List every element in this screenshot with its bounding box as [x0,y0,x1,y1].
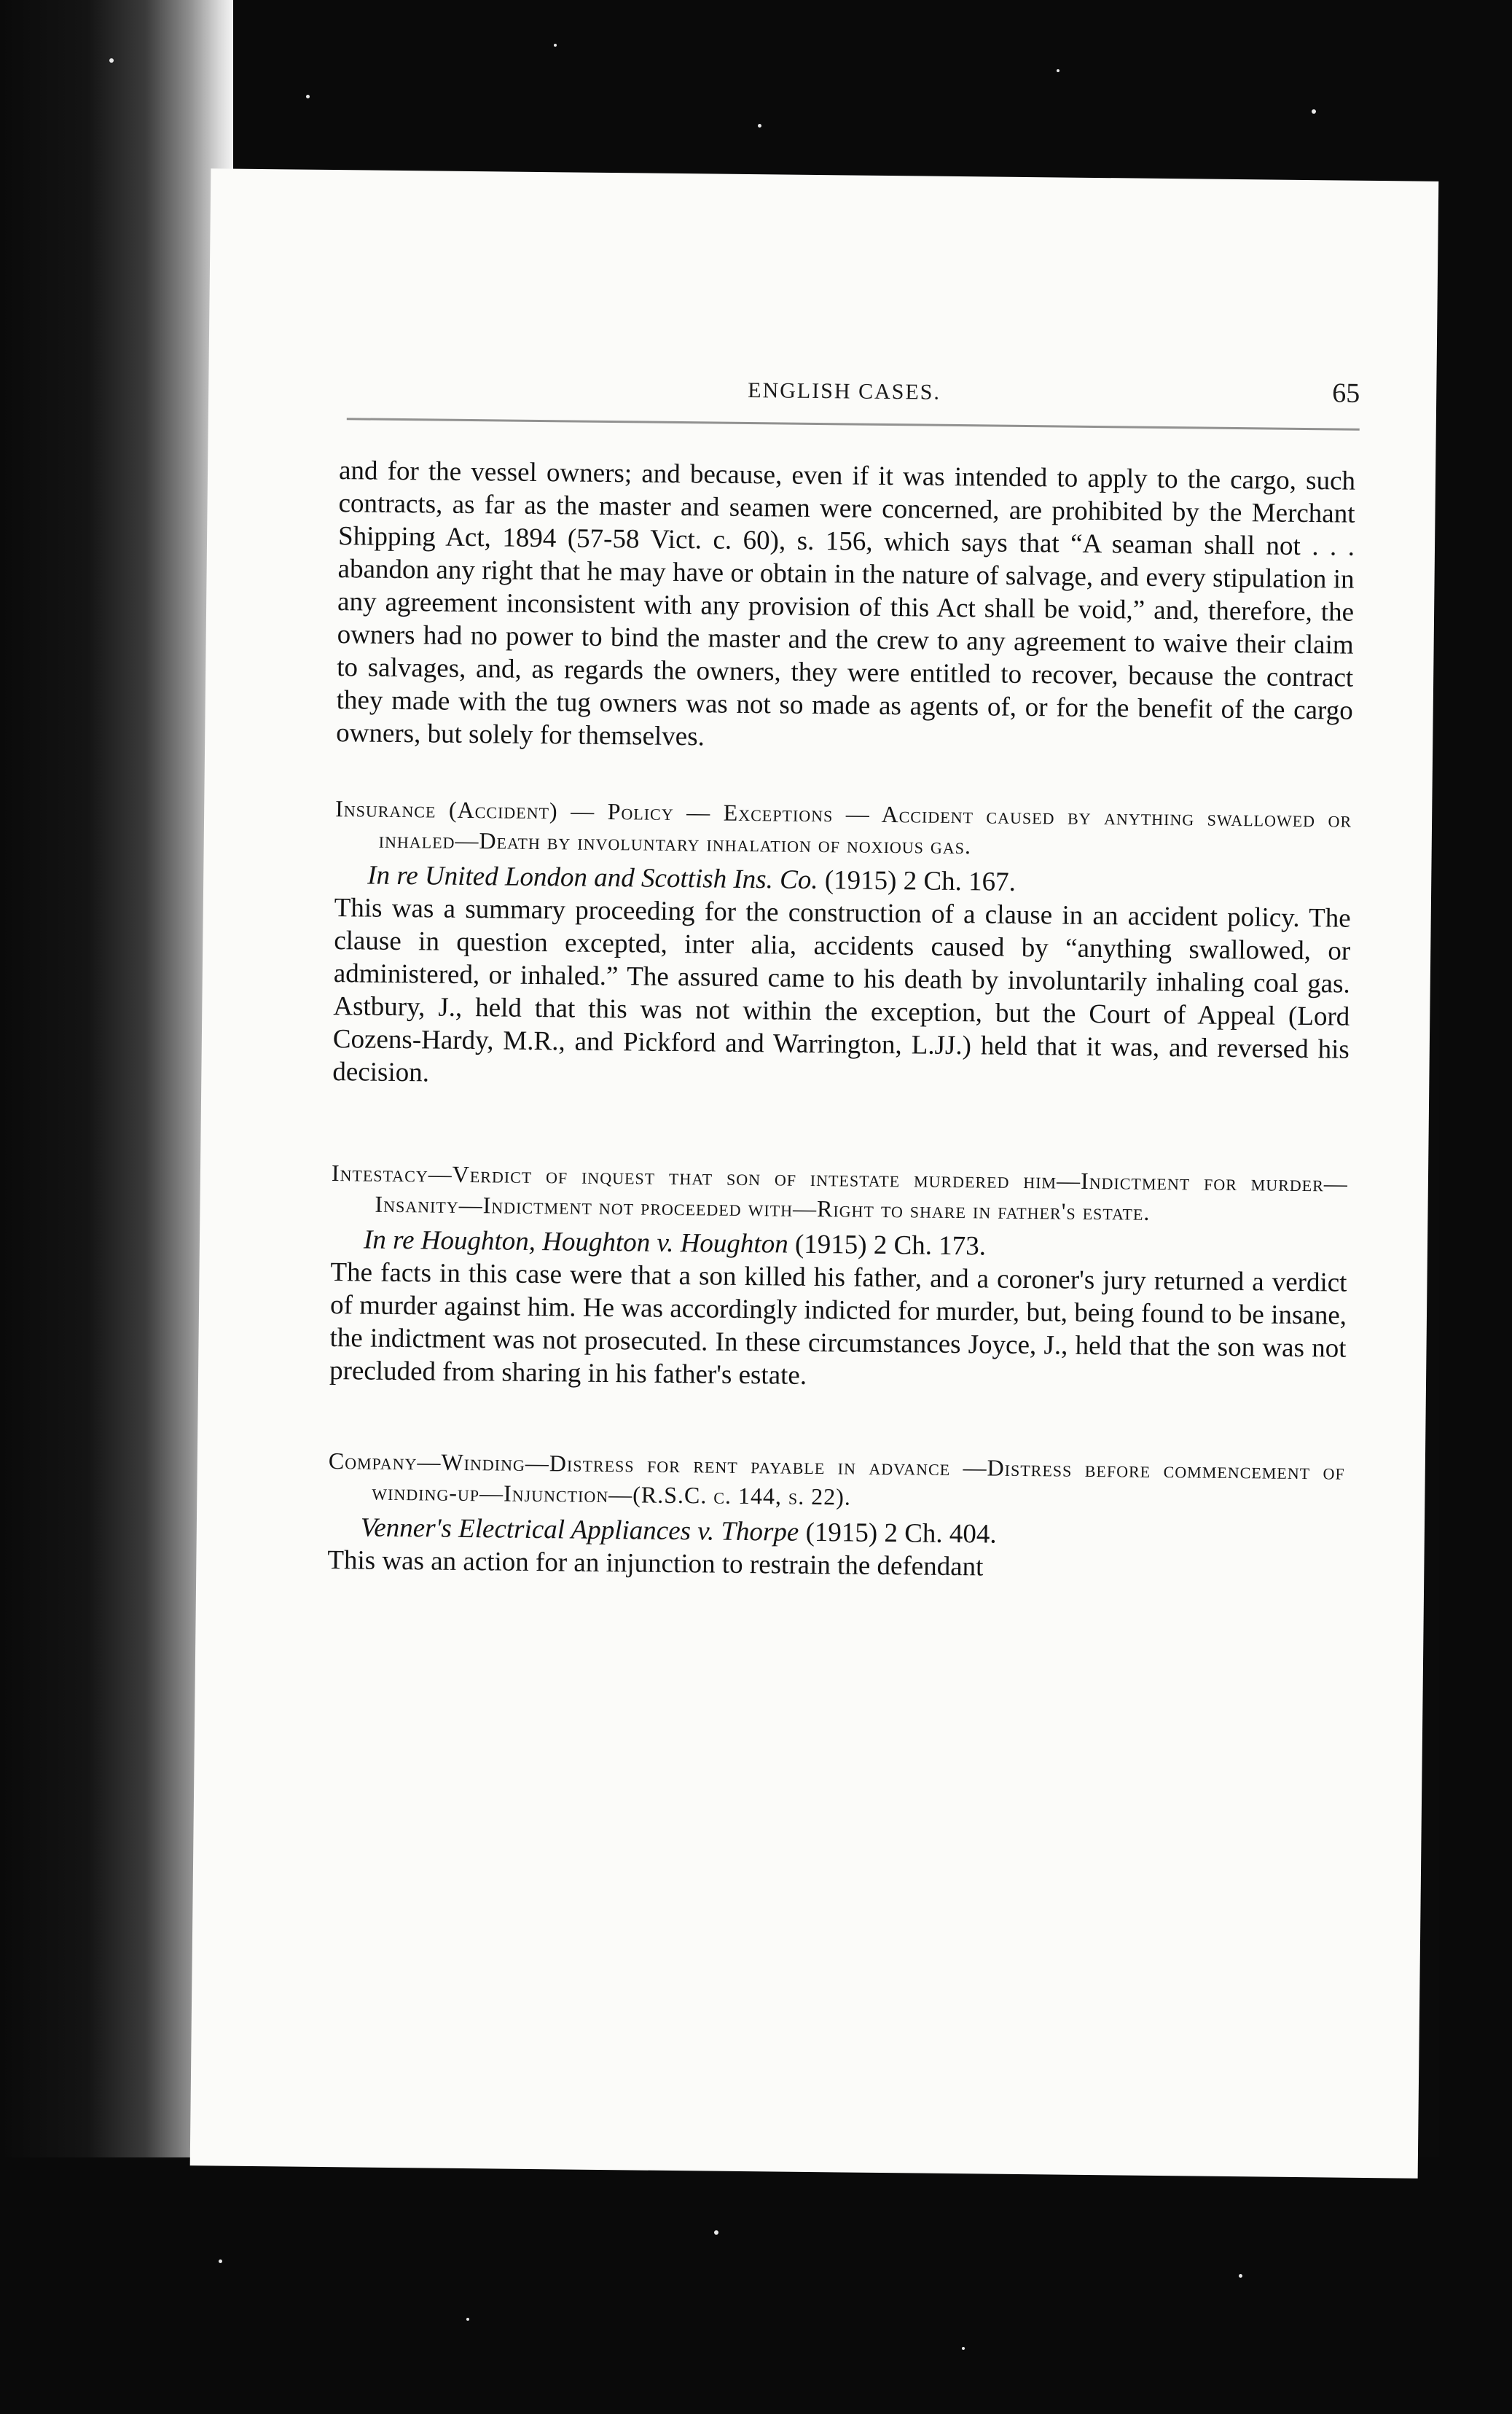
header-rule [347,418,1360,431]
section-heading: Insurance (Accident) — Policy — Exceptions — Accident caused by anything swallowed or inhaled—Death by involuntary inhalation of noxious gas. [335,795,1352,859]
case-name: Venner's Electrical Appliances v. Thorpe [360,1512,799,1547]
scan-border-bottom [0,2157,1512,2414]
scan-speck [962,2347,965,2350]
citation: (1915) 2 Ch. 167. [818,865,1017,897]
case-section [329,1157,1348,1398]
case-name: United London and Scottish Ins. Co. [424,861,818,896]
case-name: Houghton, Houghton v. Houghton [420,1225,788,1259]
scan-border-right [1439,0,1512,2414]
section-heading: Intestacy—Verdict of inquest that son of intestate murdered him—Indictment for murder—Insanity—Indictment not proceeded with—Right to share in father's estate. [331,1160,1349,1225]
scan-speck [219,2259,222,2263]
continuation-paragraph: and for the vessel owners; and because, even if it was intended to apply to the cargo, such contracts, as far as the master and seamen were concerned, are prohibited by the Merchant Shipping Act, 1894 (57-58 Vict. c. 60), s. 156, which says that “A seaman shall not . . . abandon any right that he may have or obtain in the nature of salvage, and every stipulation in any agreement inconsistent with any provision of this Act shall be void,” and, therefore, the owners had no power to bind the master and the crew to any agreement to waive their claim to salvages, and, as regards the owners, they were entitled to recover, because the contract they made with the tug owners was not so made as agents of, or for the benefit of the cargo owners, but solely for themselves. [336,456,1356,752]
case-section [332,793,1352,1099]
citation: (1915) 2 Ch. 404. [799,1517,997,1550]
scan-speck [554,44,557,47]
scan-speck [306,95,310,98]
page-body [327,454,1355,1587]
scan-speck [758,124,761,128]
section-heading: Company—Winding—Distress for rent payable in advance —Distress before commencement of winding-up—Injunction—(R.S.C. c. 144, s. 22). [328,1448,1345,1510]
scan-speck [1312,109,1316,114]
running-head: ENGLISH CASES. [748,378,941,405]
case-section [327,1445,1345,1587]
case-body: The facts in this case were that a son killed his father, and a coroner's jury returned a verdict of murder against him. He was accordingly indicted for murder, but, being found to be insane, the indictment was not prosecuted. In these circumstances Joyce, J., held that the son was not precluded from sharing in his father's estate. [329,1257,1347,1391]
case-prefix: In re [367,860,426,891]
page-number: 65 [1332,378,1360,409]
scan-speck [714,2230,718,2235]
scan-speck [1239,2274,1242,2278]
scan-speck [109,58,114,63]
scan-speck [466,2318,469,2321]
scan-speck [1057,69,1059,72]
page-header [340,367,1360,414]
case-body: This was an action for an injunction to restrain the defendant [327,1545,984,1582]
citation: (1915) 2 Ch. 173. [788,1229,987,1262]
document-page [190,168,1439,2178]
case-body: This was a summary proceeding for the construction of a clause in an accident policy. The clause in question excepted, inter alia, accidents caused by “anything swallowed, or administered, or inhaled.” The assured came to his death by involuntarily inhaling coal gas. Astbury, J., held that this was not within the exception, but the Court of Appeal (Lord Cozens-Hardy, M.R., and Pickford and Warrington, L.JJ.) held that it was, and reversed his decision. [332,893,1351,1088]
case-prefix: In re [363,1224,422,1256]
